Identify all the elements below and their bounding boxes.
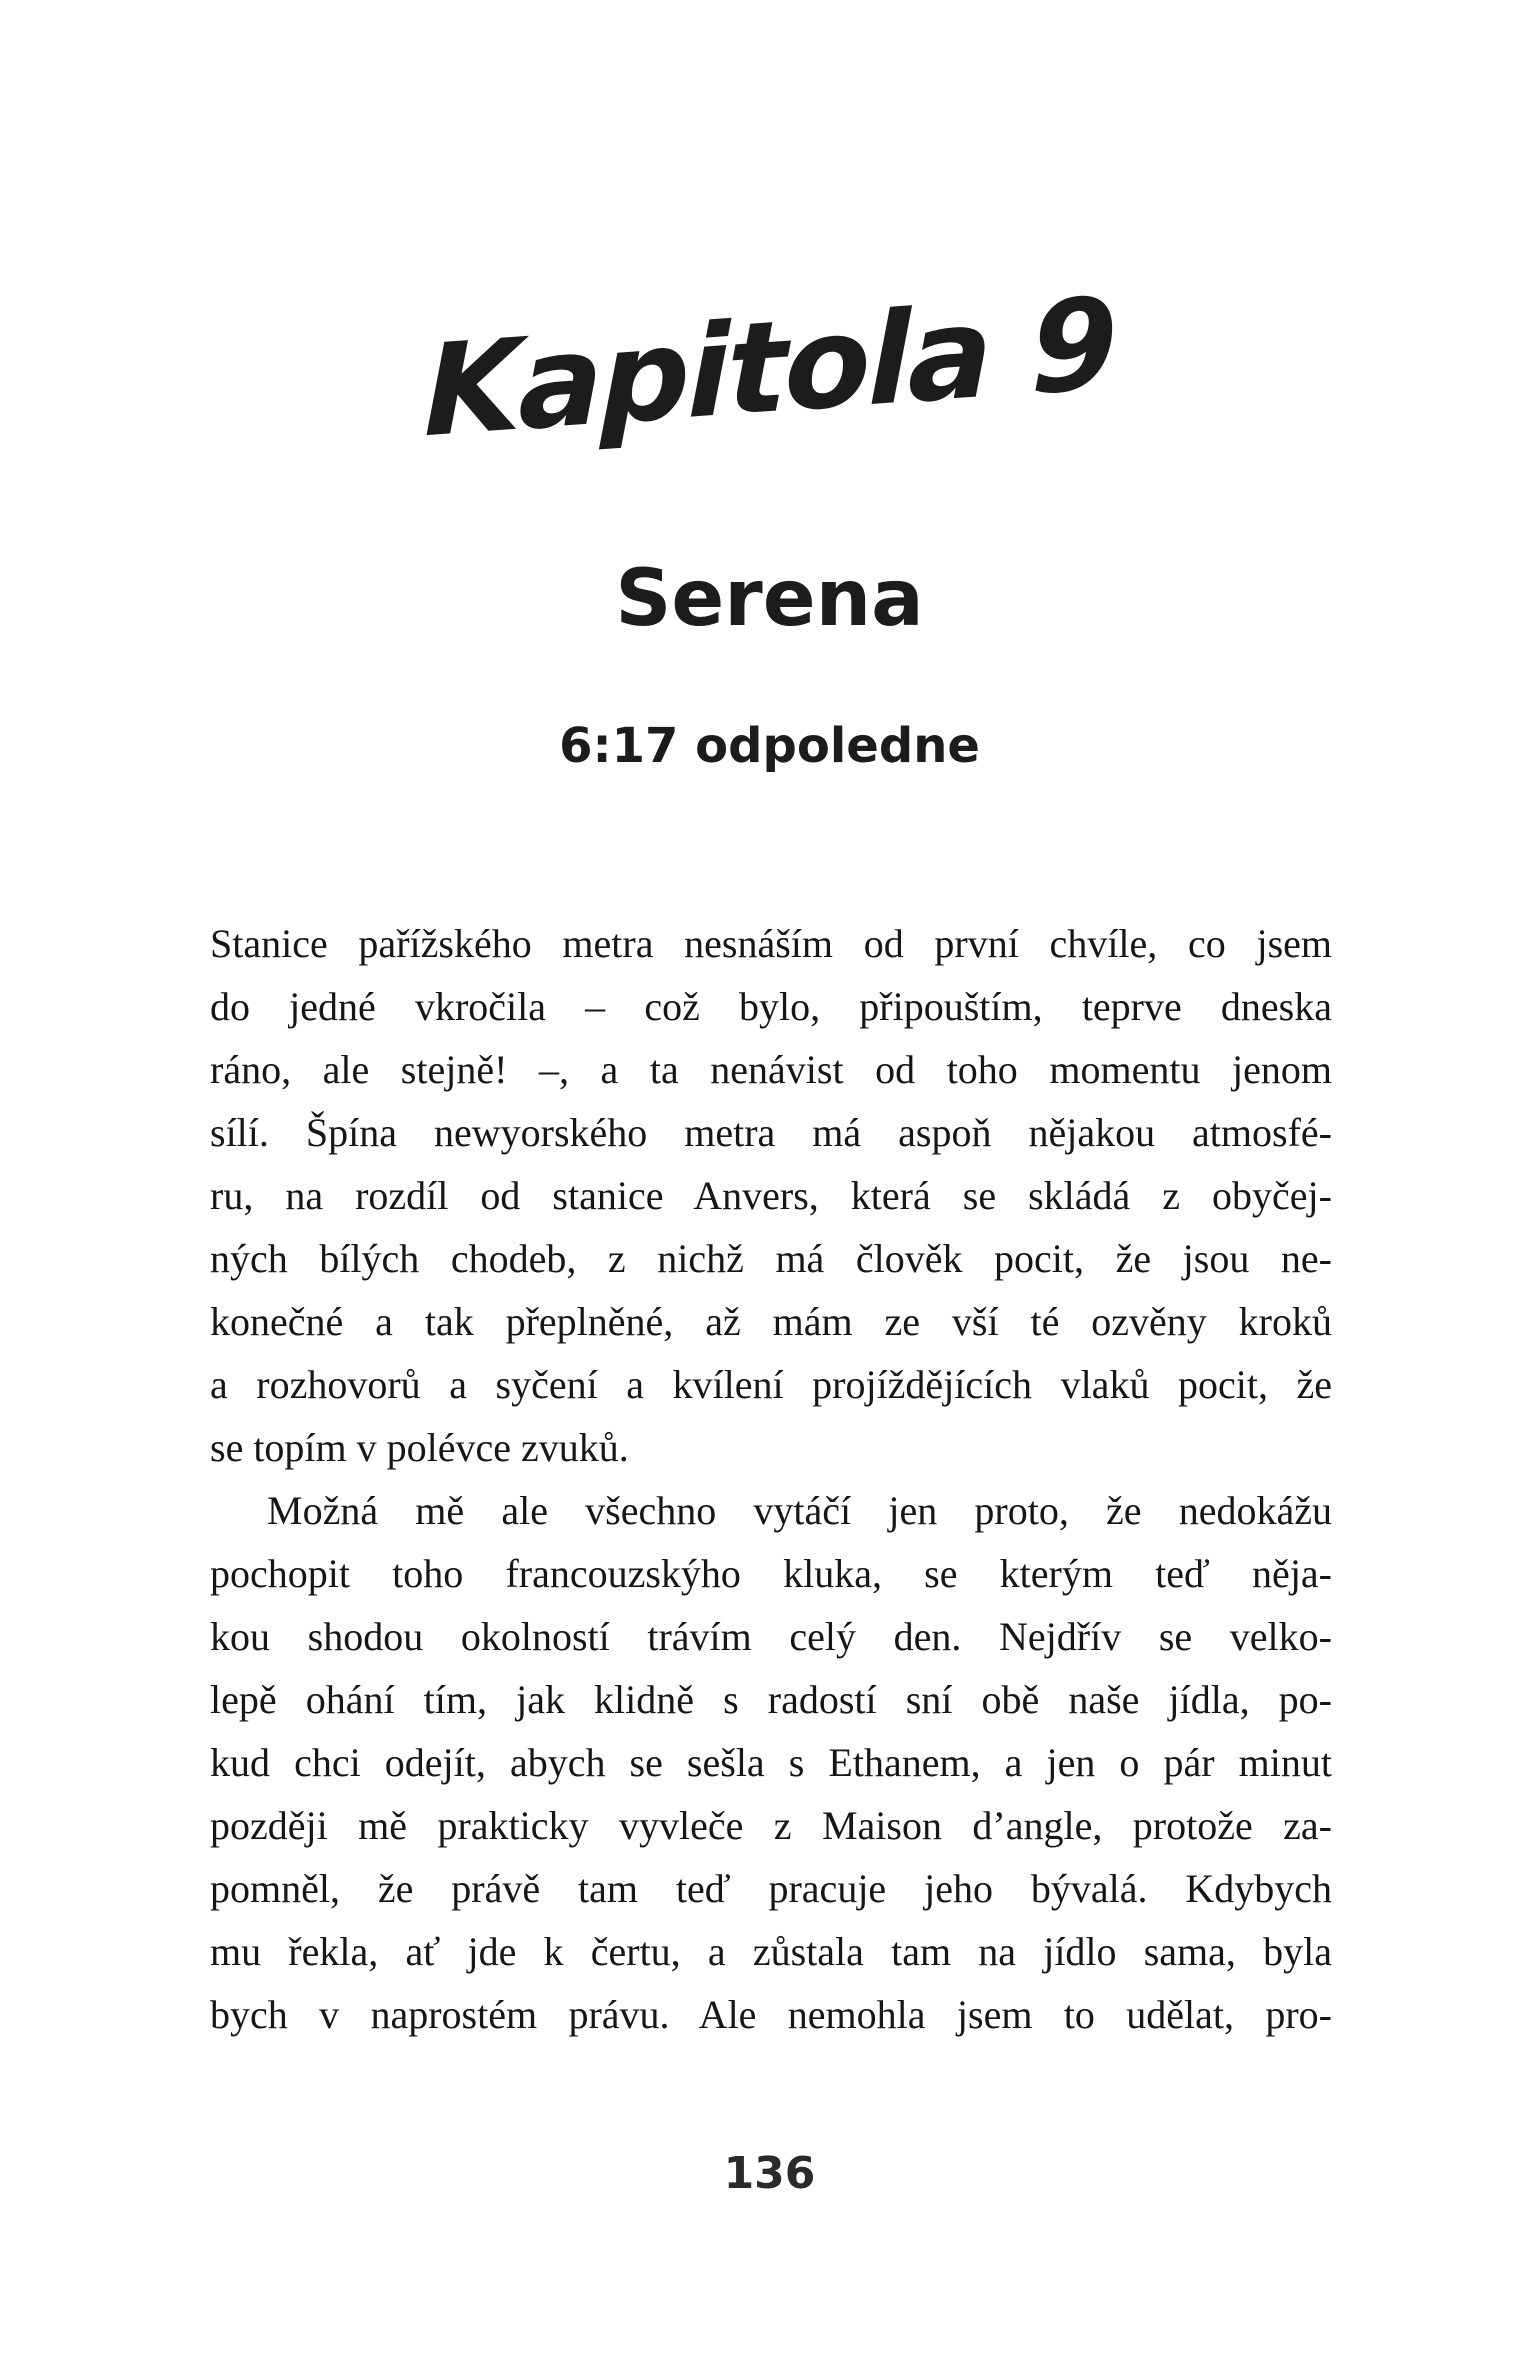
body-line: Možná mě ale všechno vytáčí jen proto, že nedokážu [267, 1488, 1332, 1533]
chapter-subtitle: Serena [615, 554, 924, 644]
body-line: bych v naprostém právu. Ale nemohla jsem to udělat, pro- [210, 1992, 1332, 2037]
body-line: a rozhovorů a syčení a kvílení projíždějících vlaků pocit, že [210, 1362, 1332, 1407]
body-line: do jedné vkročila – což bylo, připouštím, teprve dneska [210, 984, 1332, 1029]
chapter-title [0, 269, 1539, 466]
chapter-title-text: Kapitola 9 [424, 269, 1115, 466]
page-number: 136 [723, 2148, 816, 2199]
body-line: se topím v polévce zvuků. [210, 1425, 629, 1470]
body-line: konečné a tak přeplněné, až mám ze vší té ozvěny kroků [210, 1299, 1332, 1344]
body-line: Stanice pařížského metra nesnáším od první chvíle, co jsem [210, 921, 1332, 966]
body-line: mu řekla, ať jde k čertu, a zůstala tam na jídlo sama, byla [210, 1929, 1332, 1974]
body-line: pomněl, že právě tam teď pracuje jeho bývalá. Kdybych [210, 1866, 1332, 1911]
body-line: později mě prakticky vyvleče z Maison d’angle, protože za- [210, 1803, 1332, 1848]
body-line: lepě ohání tím, jak klidně s radostí sní obě naše jídla, po- [210, 1677, 1332, 1722]
body-line: kud chci odejít, abych se sešla s Ethanem, a jen o pár minut [210, 1740, 1332, 1785]
body-line: pochopit toho francouzskýho kluka, se kterým teď něja- [210, 1551, 1332, 1596]
body-line: ru, na rozdíl od stanice Anvers, která se skládá z obyčej- [210, 1173, 1332, 1218]
chapter-time: 6:17 odpoledne [559, 718, 980, 774]
body-line: sílí. Špína newyorského metra má aspoň nějakou atmosfé- [210, 1110, 1332, 1155]
body-line: ráno, ale stejně! –, a ta nenávist od toho momentu jenom [210, 1047, 1332, 1092]
body-line: kou shodou okolností trávím celý den. Nejdřív se velko- [210, 1614, 1332, 1659]
body-text [210, 912, 1332, 2046]
body-line: ných bílých chodeb, z nichž má člověk pocit, že jsou ne- [210, 1236, 1332, 1281]
